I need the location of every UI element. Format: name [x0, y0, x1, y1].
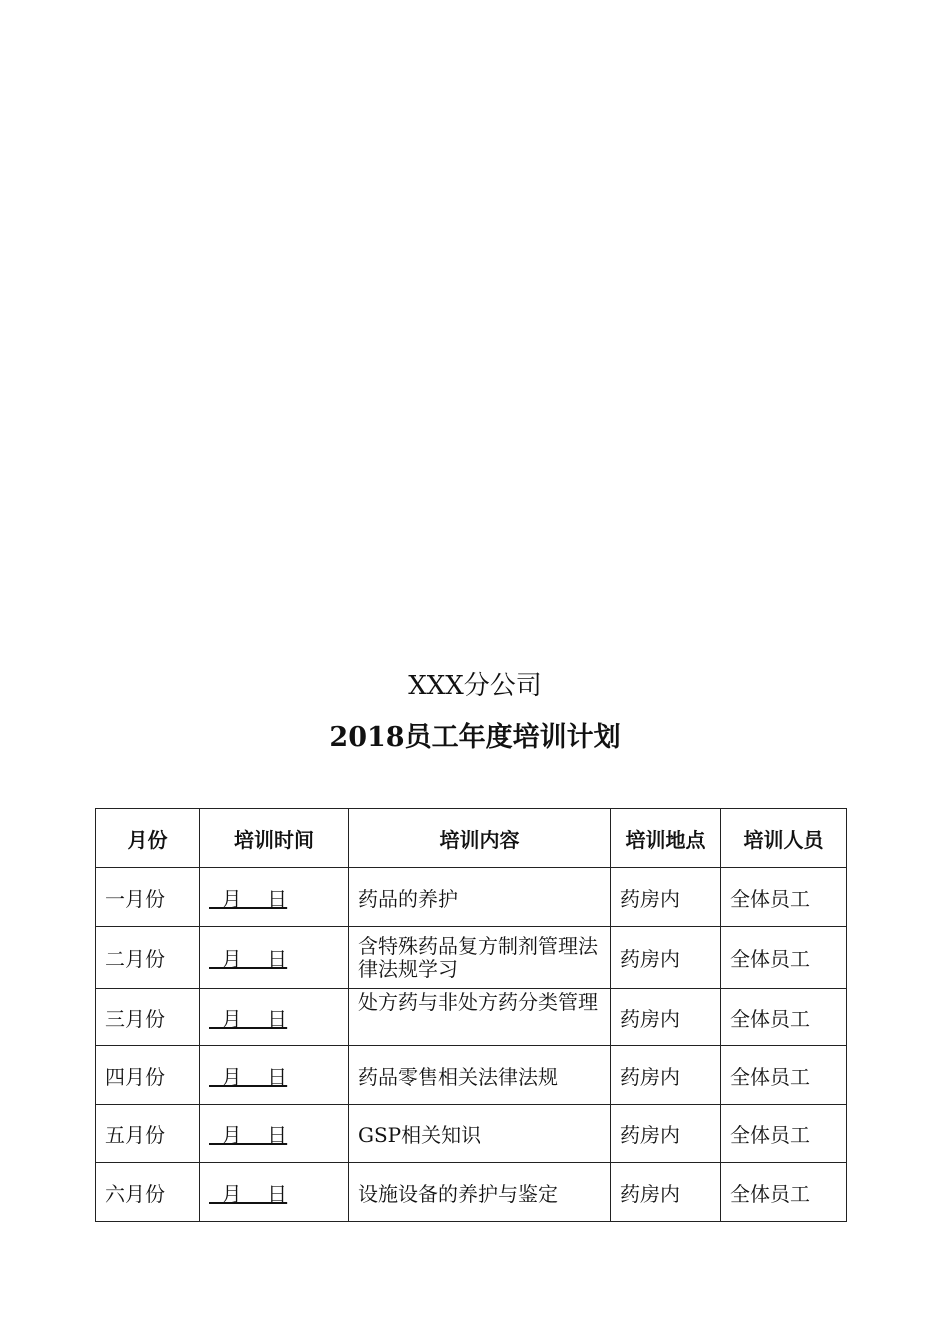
date-blank: 月 日 — [209, 1123, 288, 1147]
training-plan-table — [95, 808, 847, 1222]
cell-content: 处方药与非处方药分类管理 — [349, 989, 611, 1046]
header-content: 培训内容 — [349, 809, 611, 868]
table-row — [96, 1046, 847, 1105]
table-row — [96, 927, 847, 989]
cell-time — [200, 1105, 349, 1163]
document-title: 2018员工年度培训计划 — [329, 722, 621, 753]
date-blank: 月 日 — [209, 947, 288, 971]
table-row — [96, 1163, 847, 1222]
cell-place: 药房内 — [611, 1105, 721, 1163]
cell-people: 全体员工 — [721, 1163, 847, 1222]
date-blank: 月 日 — [209, 886, 288, 911]
cell-content: 含特殊药品复方制剂管理法律法规学习 — [349, 927, 611, 989]
header-time: 培训时间 — [200, 809, 349, 868]
date-blank: 月 日 — [209, 1181, 288, 1206]
cell-place: 药房内 — [611, 989, 721, 1046]
cell-place: 药房内 — [611, 927, 721, 989]
cell-month: 四月份 — [96, 1046, 200, 1105]
cell-content: 药品零售相关法律法规 — [349, 1046, 611, 1105]
cell-month: 五月份 — [96, 1105, 200, 1163]
cell-time — [200, 1046, 349, 1105]
table-row — [96, 989, 847, 1046]
table-row — [96, 1105, 847, 1163]
cell-time — [200, 927, 349, 989]
date-blank: 月 日 — [209, 1006, 288, 1031]
company-name: XXX分公司 — [408, 671, 542, 701]
header-place: 培训地点 — [611, 809, 721, 868]
cell-people: 全体员工 — [721, 1046, 847, 1105]
cell-time — [200, 989, 349, 1046]
cell-month: 二月份 — [96, 927, 200, 989]
header-people: 培训人员 — [721, 809, 847, 868]
cell-month: 一月份 — [96, 868, 200, 927]
cell-time — [200, 868, 349, 927]
cell-time — [200, 1163, 349, 1222]
cell-month: 六月份 — [96, 1163, 200, 1222]
cell-place: 药房内 — [611, 1163, 721, 1222]
table-header-row — [96, 809, 847, 868]
cell-month: 三月份 — [96, 989, 200, 1046]
cell-people: 全体员工 — [721, 927, 847, 989]
cell-place: 药房内 — [611, 1046, 721, 1105]
cell-content: 设施设备的养护与鉴定 — [349, 1163, 611, 1222]
cell-people: 全体员工 — [721, 989, 847, 1046]
cell-content: 药品的养护 — [349, 868, 611, 927]
cell-place: 药房内 — [611, 868, 721, 927]
cell-people: 全体员工 — [721, 868, 847, 927]
table-row — [96, 868, 847, 927]
cell-content: GSP相关知识 — [349, 1105, 611, 1163]
cell-people: 全体员工 — [721, 1105, 847, 1163]
header-month: 月份 — [96, 809, 200, 868]
date-blank: 月 日 — [209, 1064, 288, 1089]
